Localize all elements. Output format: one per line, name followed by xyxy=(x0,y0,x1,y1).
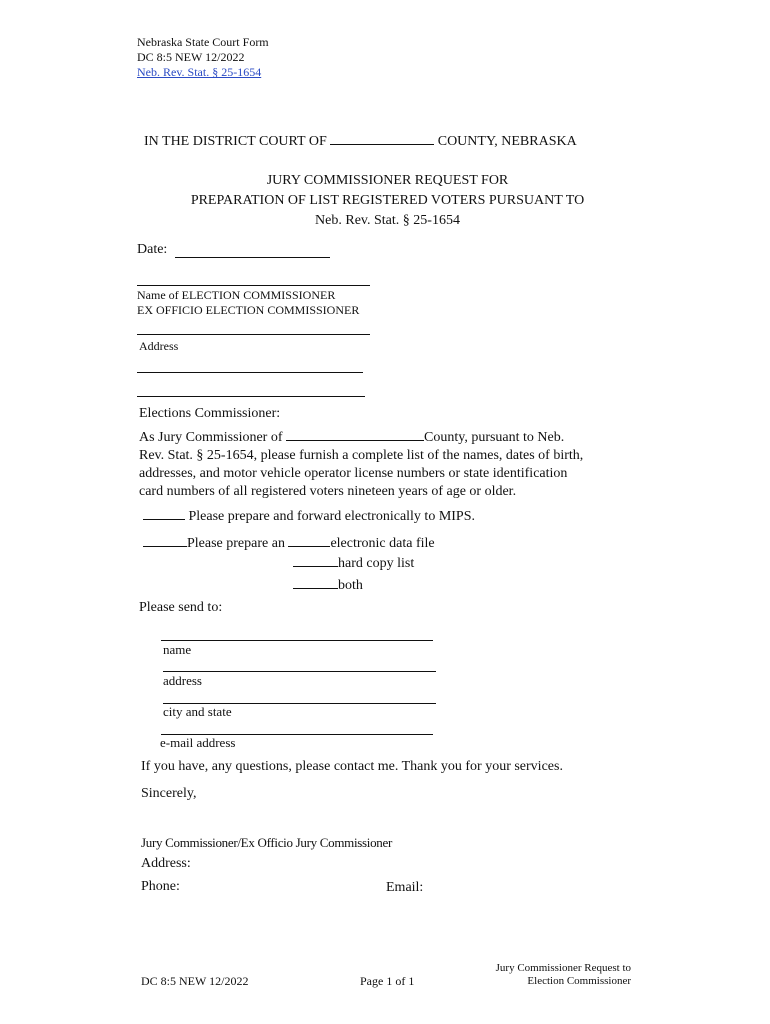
body-line-2: Rev. Stat. § 25-1654, please furnish a complete list of the names, dates of birth, xyxy=(139,448,584,463)
footer-form-id: DC 8:5 NEW 12/2022 xyxy=(141,974,249,988)
body-line-3: addresses, and motor vehicle operator license numbers or state identification xyxy=(139,466,568,481)
electronic-label: electronic data file xyxy=(330,536,435,551)
form-title-line3: Neb. Rev. Stat. § 25-1654 xyxy=(315,213,460,228)
option-hardcopy xyxy=(293,556,414,572)
election-commissioner-name-field[interactable] xyxy=(137,285,370,286)
address-line-3-field[interactable] xyxy=(137,396,365,397)
option-prepare xyxy=(143,536,435,552)
sincerely: Sincerely, xyxy=(141,786,197,801)
hardcopy-check-blank[interactable] xyxy=(293,565,338,567)
form-number: DC 8:5 NEW 12/2022 xyxy=(137,50,245,64)
mips-label: Please prepare and forward electronically to MIPS. xyxy=(188,509,476,524)
court-line-prefix: IN THE DISTRICT COURT OF xyxy=(144,134,327,149)
send-to-city-state-label: city and state xyxy=(163,704,232,719)
date-field[interactable] xyxy=(175,257,330,258)
option-mips xyxy=(143,509,475,525)
jury-county-blank[interactable] xyxy=(286,439,424,441)
signer-email-label: Email: xyxy=(386,880,424,895)
court-line xyxy=(144,134,577,150)
body-line-4: card numbers of all registered voters nineteen years of age or older. xyxy=(139,484,517,499)
both-label: both xyxy=(338,578,363,593)
send-to-email-label: e-mail address xyxy=(160,735,236,750)
ex-officio-label: EX OFFICIO ELECTION COMMISSIONER xyxy=(137,303,360,317)
address-label: Address xyxy=(139,339,179,353)
date-label: Date: xyxy=(137,242,168,257)
footer-page-number: Page 1 of 1 xyxy=(360,974,415,988)
prepare-check-blank[interactable] xyxy=(143,545,187,547)
send-to-label: Please send to: xyxy=(139,600,223,615)
name-label: Name of ELECTION COMMISSIONER xyxy=(137,288,336,302)
footer-title-line2: Election Commissioner xyxy=(527,975,631,987)
body-line-1 xyxy=(139,430,564,446)
address-line-2-field[interactable] xyxy=(137,372,363,373)
send-to-address-label: address xyxy=(163,673,202,688)
send-to-name-label: name xyxy=(163,642,192,657)
body-rest-line-1: County, pursuant to Neb. xyxy=(424,430,565,445)
prepare-label: Please prepare an xyxy=(187,536,285,551)
send-to-name-field[interactable] xyxy=(161,640,433,641)
salutation: Elections Commissioner: xyxy=(139,406,281,421)
thanks-line: If you have, any questions, please contact me. Thank you for your services. xyxy=(141,759,563,774)
court-line-suffix: COUNTY, NEBRASKA xyxy=(437,134,577,149)
both-check-blank[interactable] xyxy=(293,587,338,589)
form-title-line1: JURY COMMISSIONER REQUEST FOR xyxy=(266,173,509,188)
form-source: Nebraska State Court Form xyxy=(137,35,269,49)
option-both xyxy=(293,578,363,594)
hardcopy-label: hard copy list xyxy=(338,556,415,571)
signer-phone-label: Phone: xyxy=(141,879,180,894)
signer-address-label: Address: xyxy=(141,856,191,871)
election-commissioner-address-field[interactable] xyxy=(137,334,370,335)
footer-title-line1: Jury Commissioner Request to xyxy=(495,962,631,974)
signer-title: Jury Commissioner/Ex Officio Jury Commissioner xyxy=(141,835,393,850)
mips-check-blank[interactable] xyxy=(143,518,185,520)
statute-link[interactable]: Neb. Rev. Stat. § 25-1654 xyxy=(137,65,262,79)
send-to-address-field[interactable] xyxy=(163,671,436,672)
body-prefix: As Jury Commissioner of xyxy=(139,430,283,445)
form-title-line2: PREPARATION OF LIST REGISTERED VOTERS PURSUANT TO xyxy=(190,193,585,208)
county-blank[interactable] xyxy=(330,143,434,145)
electronic-check-blank[interactable] xyxy=(288,545,330,547)
